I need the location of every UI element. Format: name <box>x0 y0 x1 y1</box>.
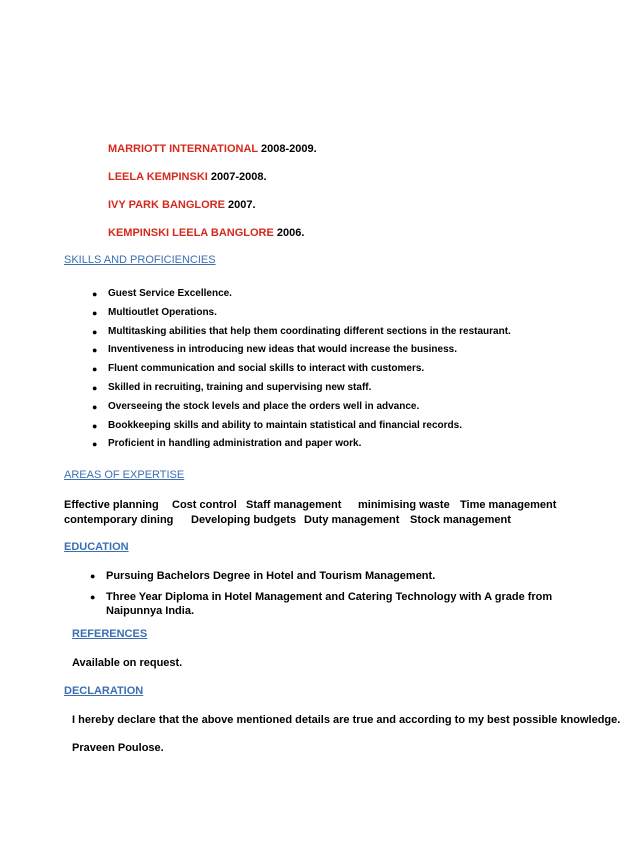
skill-text: Guest Service Excellence. <box>108 288 232 299</box>
employment-years: 2008-2009. <box>260 143 317 155</box>
skill-text: Multitasking abilities that help them coordinating different sections in the restaurant. <box>108 325 511 337</box>
expertise-item: contemporary dining <box>64 514 174 526</box>
expertise-item: minimising waste <box>358 499 450 511</box>
list-item <box>92 344 511 363</box>
list-item <box>92 307 511 326</box>
education-heading: EDUCATION <box>64 541 129 553</box>
skill-text: Inventiveness in introducing new ideas that would increase the business. <box>108 344 457 356</box>
declaration-heading: DECLARATION <box>64 685 144 697</box>
list-item <box>92 438 511 457</box>
employment-entry <box>108 171 267 183</box>
bullet-icon: ● <box>92 289 98 299</box>
expertise-item: Stock management <box>410 514 511 526</box>
expertise-item: Staff management <box>246 499 342 511</box>
skill-text: Multioutlet Operations. <box>108 306 217 318</box>
employment-entry <box>108 227 304 239</box>
declaration-text: I hereby declare that the above mentioned details are true and according to my best possible knowledge. <box>72 714 621 726</box>
bullet-icon: ● <box>90 591 96 602</box>
employment-entry <box>108 199 256 211</box>
list-item <box>92 420 511 439</box>
list-item <box>92 401 511 420</box>
bullet-icon: ● <box>92 382 98 393</box>
bullet-icon: ● <box>92 326 98 337</box>
bullet-icon: ● <box>92 364 98 375</box>
employment-years: 2006. <box>276 227 305 239</box>
list-item <box>92 326 511 345</box>
company-name: KEMPINSKI LEELA BANGLORE <box>108 227 274 239</box>
employment-years: 2007-2008. <box>210 171 267 183</box>
bullet-icon: ● <box>92 345 98 356</box>
company-name: MARRIOTT INTERNATIONAL <box>108 143 258 155</box>
education-list <box>90 569 590 625</box>
employment-entry <box>108 143 317 155</box>
bullet-icon: ● <box>92 307 98 318</box>
expertise-item: Developing budgets <box>191 514 297 526</box>
employment-years: 2007. <box>228 199 256 211</box>
education-text: Pursuing Bachelors Degree in Hotel and Tourism Management. <box>106 570 436 582</box>
expertise-item: Cost control <box>172 499 237 511</box>
company-name: IVY PARK BANGLORE <box>108 199 225 211</box>
list-item <box>92 363 511 382</box>
references-text: Available on request. <box>72 657 183 669</box>
company-name: LEELA KEMPINSKI <box>108 171 208 183</box>
references-heading: REFERENCES <box>72 628 148 640</box>
skill-text: Fluent communication and social skills to interact with customers. <box>108 363 425 375</box>
signature-name: Praveen Poulose. <box>72 742 164 754</box>
education-text: Three Year Diploma in Hotel Management and Catering Technology with A grade from Naipunnya India. <box>106 590 553 617</box>
bullet-icon: ● <box>92 401 98 412</box>
skills-heading: SKILLS AND PROFICIENCIES <box>64 254 216 266</box>
bullet-icon: ● <box>92 439 98 450</box>
expertise-item: Effective planning <box>64 499 159 511</box>
skill-text: Proficient in handling administration and paper work. <box>108 438 362 450</box>
skill-text: Bookkeeping skills and ability to maintain statistical and financial records. <box>108 419 462 431</box>
expertise-item: Duty management <box>304 514 400 526</box>
bullet-icon: ● <box>90 571 96 581</box>
bullet-icon: ● <box>92 420 98 431</box>
skills-list <box>92 288 511 457</box>
list-item <box>90 569 590 584</box>
skill-text: Overseeing the stock levels and place the orders well in advance. <box>108 400 420 412</box>
expertise-heading: AREAS OF EXPERTISE <box>64 469 185 481</box>
expertise-item: Time management <box>460 499 557 511</box>
skill-text: Skilled in recruiting, training and supervising new staff. <box>108 381 372 393</box>
list-item <box>92 288 511 307</box>
list-item <box>92 382 511 401</box>
list-item <box>90 590 590 619</box>
